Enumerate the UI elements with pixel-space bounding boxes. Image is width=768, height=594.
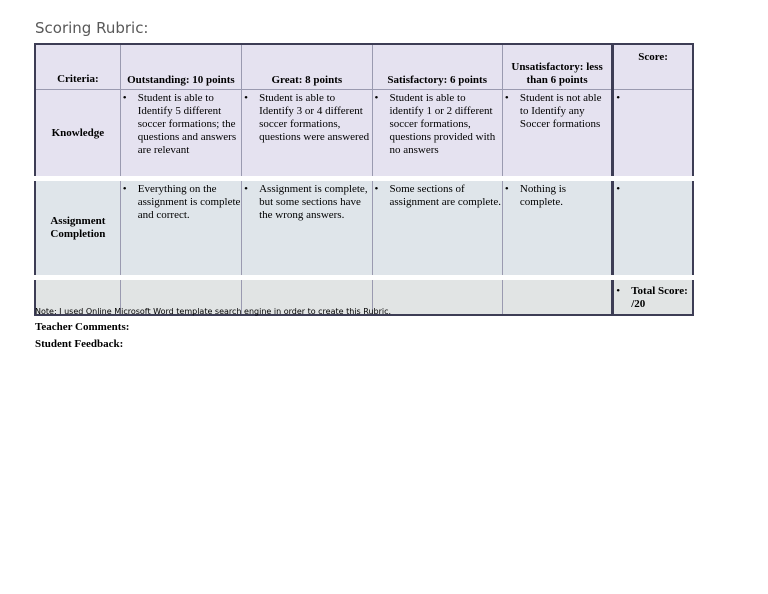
cell-assignment-score[interactable] <box>613 179 693 278</box>
row-label-assignment-completion: Assignment Completion <box>35 179 120 278</box>
total-score-text: • Total Score: /20 <box>614 280 692 311</box>
row-label-knowledge: Knowledge <box>35 90 120 179</box>
cell-knowledge-outstanding <box>120 90 241 179</box>
knowledge-unsatisfactory-text: • Student is not able to Identify any Soccer formations <box>520 92 611 131</box>
header-outstanding: Outstanding: 10 points <box>120 44 241 90</box>
knowledge-great-text: • Student is able to Identify 3 or 4 different soccer formations, questions were answered <box>259 92 371 144</box>
assignment-outstanding-text: • Everything on the assignment is complete and correct. <box>138 183 241 222</box>
student-feedback-label: Student Feedback: <box>35 338 124 350</box>
bullet-icon: • <box>616 183 621 195</box>
table-row-knowledge <box>35 90 693 179</box>
bullet-icon: • <box>616 92 621 104</box>
knowledge-outstanding-text: • Student is able to Identify 5 different soccer formations; the questions and answers are relevant <box>138 92 241 157</box>
scoring-rubric-table <box>34 43 694 316</box>
header-criteria: Criteria: <box>35 44 120 90</box>
assignment-satisfactory-text: • Some sections of assignment are complete. <box>390 183 502 209</box>
header-row <box>35 44 693 90</box>
cell-knowledge-score[interactable] <box>613 90 693 179</box>
cell-knowledge-great <box>242 90 372 179</box>
cell-assignment-satisfactory <box>372 179 502 278</box>
header-great: Great: 8 points <box>242 44 372 90</box>
cell-assignment-great <box>242 179 372 278</box>
cell-assignment-outstanding <box>120 179 241 278</box>
rubric-title: Scoring Rubric: <box>35 19 149 37</box>
cell-knowledge-satisfactory <box>372 90 502 179</box>
knowledge-satisfactory-text: • Student is able to identify 1 or 2 different soccer formations, questions provided with no answers <box>390 92 502 157</box>
cell-total-empty-5 <box>502 278 612 316</box>
header-unsatisfactory: Unsatisfactory: less than 6 points <box>502 44 612 90</box>
assignment-unsatisfactory-text: • Nothing is complete. <box>520 183 611 209</box>
cell-knowledge-unsatisfactory <box>502 90 612 179</box>
source-note: Note: I used Online Microsoft Word template search engine in order to create this Rubric. <box>35 307 392 316</box>
header-score: Score: <box>613 44 693 90</box>
assignment-great-text: • Assignment is complete, but some sections have the wrong answers. <box>259 183 371 222</box>
cell-assignment-unsatisfactory <box>502 179 612 278</box>
table-row-assignment-completion <box>35 179 693 278</box>
teacher-comments-label: Teacher Comments: <box>35 321 130 333</box>
cell-total-empty-4 <box>372 278 502 316</box>
header-satisfactory: Satisfactory: 6 points <box>372 44 502 90</box>
cell-total-score[interactable] <box>613 278 693 316</box>
